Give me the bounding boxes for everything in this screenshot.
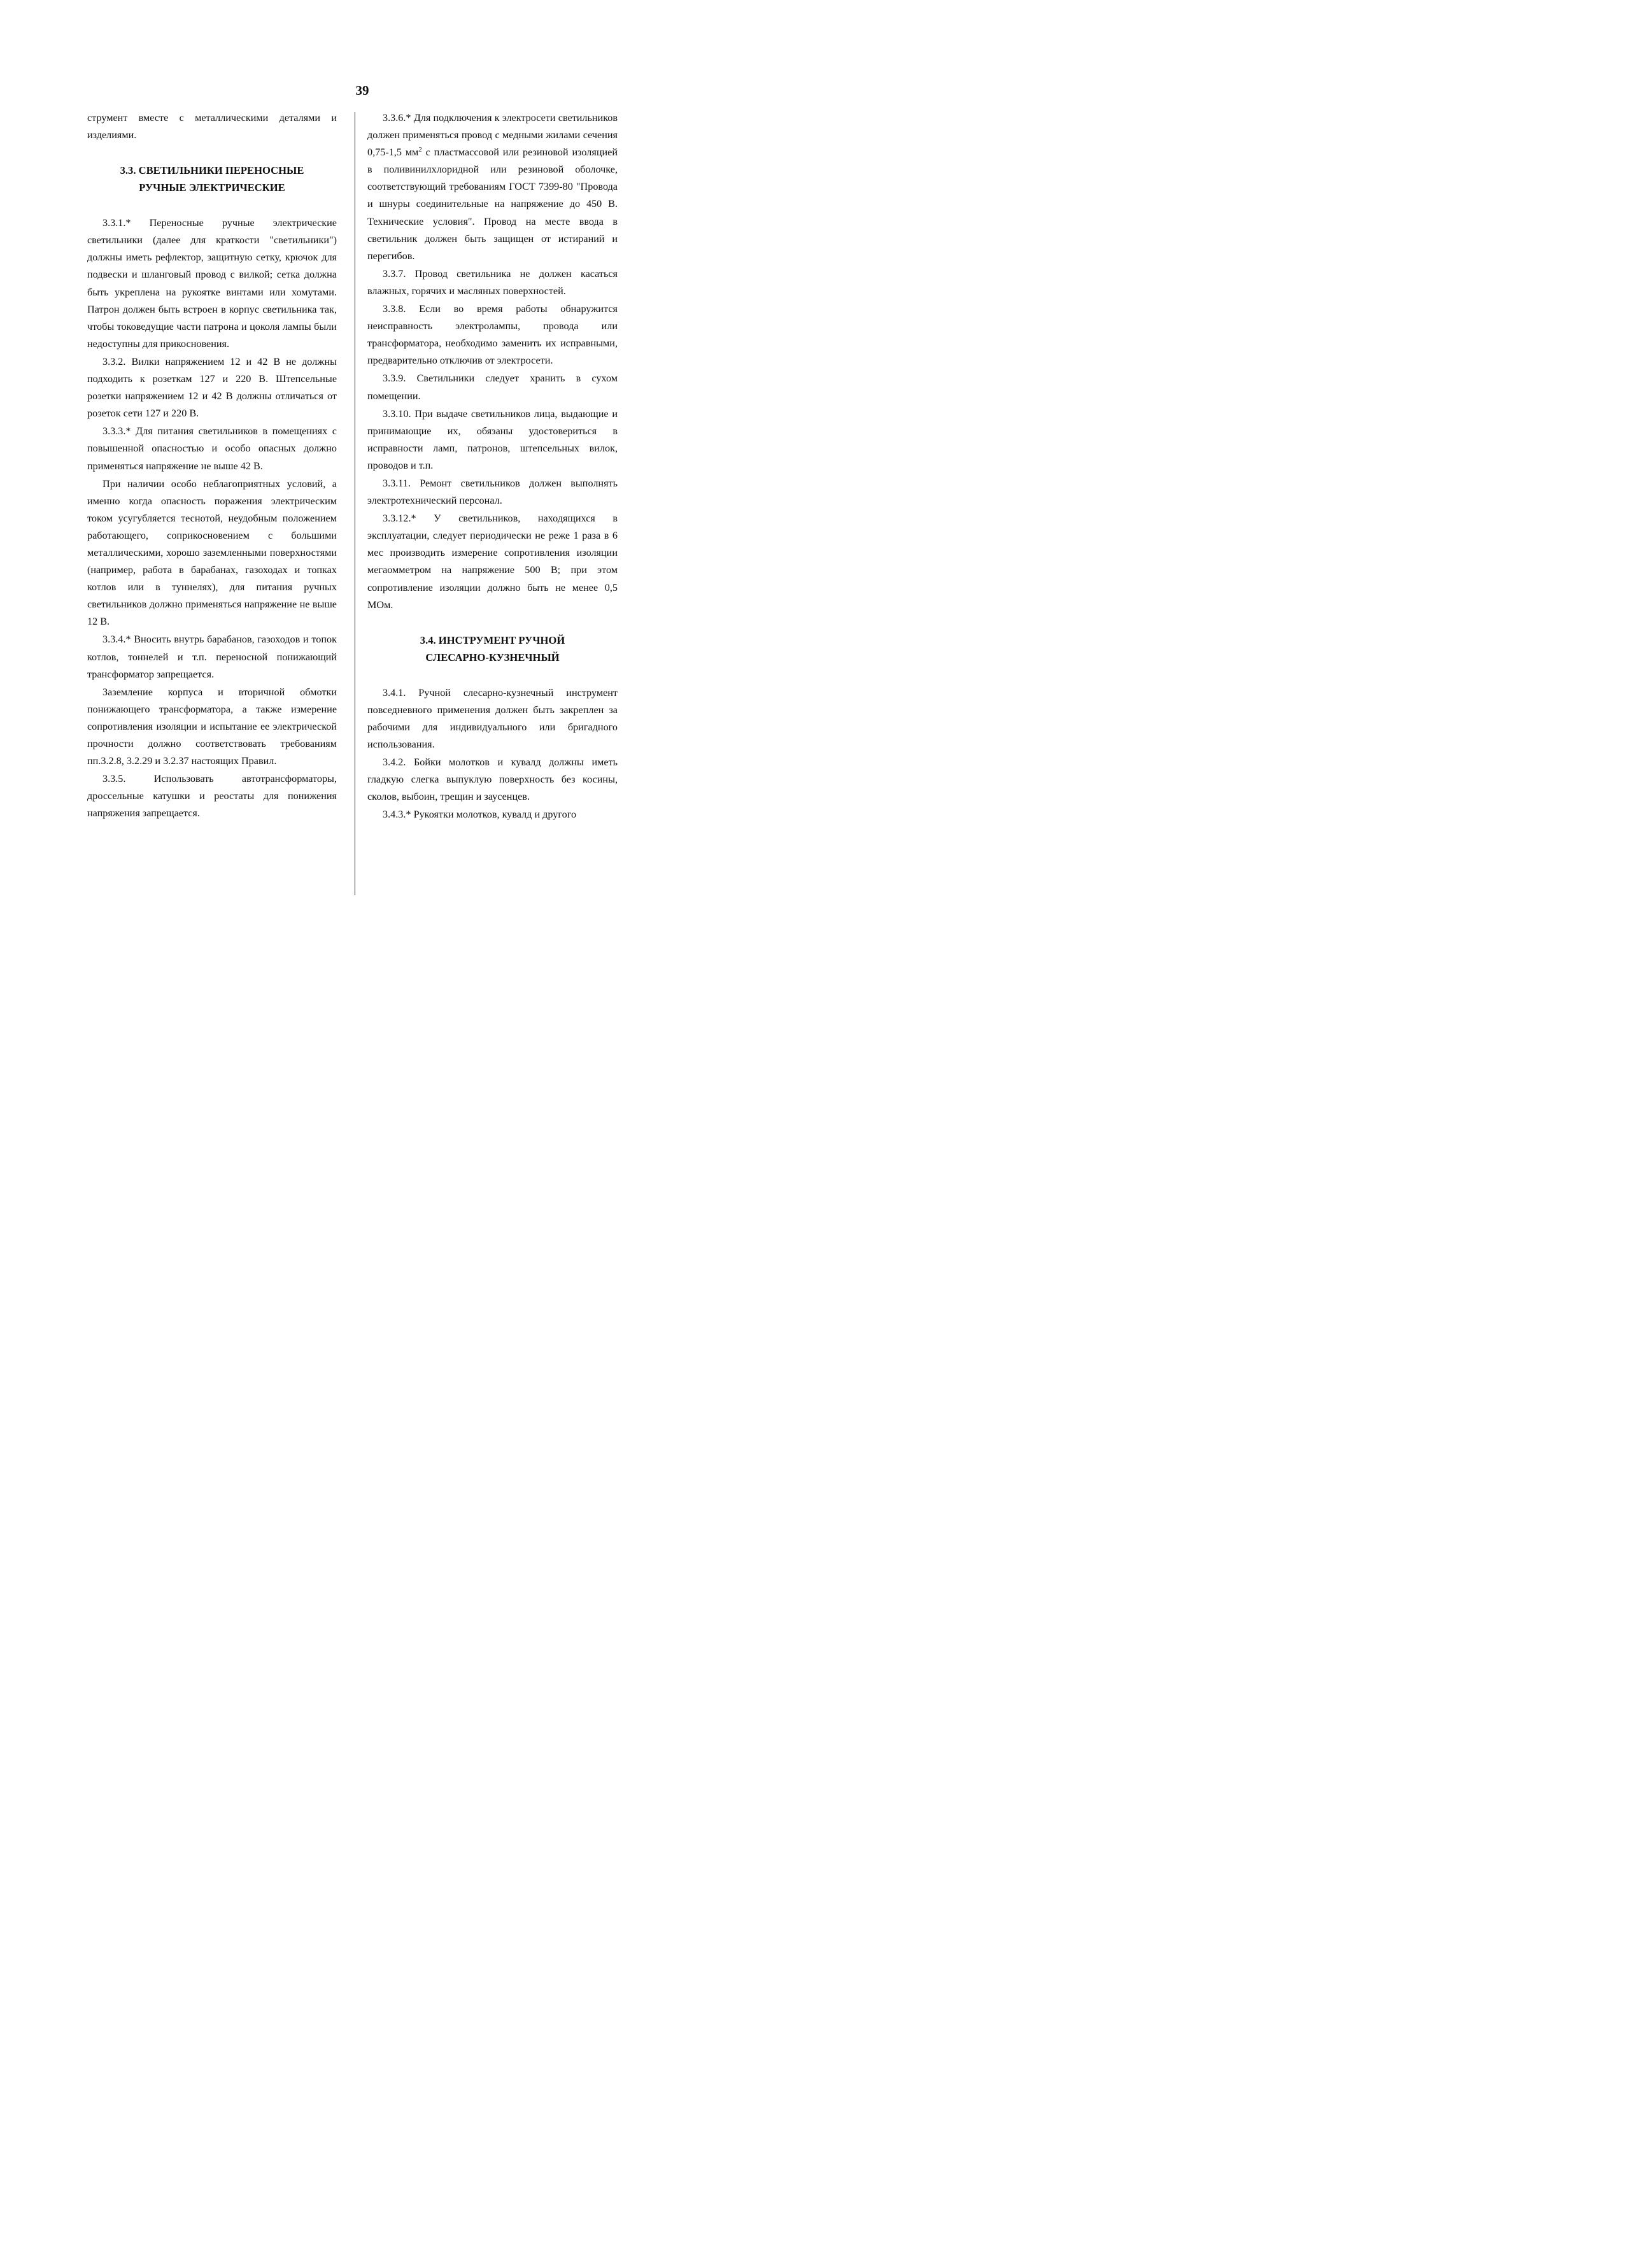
- paragraph-3-3-5: 3.3.5. Использовать автотрансформаторы, дроссельные катушки и реостаты для понижения напряжения запрещается.: [87, 773, 337, 819]
- section-heading-3-3-line1: 3.3. СВЕТИЛЬНИКИ ПЕРЕНОСНЫЕ: [120, 164, 304, 177]
- left-column: [87, 110, 337, 823]
- paragraph-3-3-3: 3.3.3.* Для питания светильников в помещениях с повышенной опасностью и особо опасных должно применяться напряжение не выше 42 В.: [87, 425, 337, 472]
- document-page: [0, 0, 725, 1010]
- superscript-2: 2: [418, 146, 422, 154]
- paragraph-3-3-4-grounding: Заземление корпуса и вторичной обмотки понижающего трансформатора, а также измерение сопротивления изоляции и испытание ее электрической прочности должно соответствовать требованиям пп.3.2.8, 3.2.29 и 3.2.37 настоящих Правил.: [87, 686, 337, 767]
- paragraph-3-3-6: [367, 110, 618, 265]
- paragraph-3-3-4: 3.3.4.* Вносить внутрь барабанов, газоходов и топок котлов, тоннелей и т.п. переносной понижающий трансформатор запрещается.: [87, 634, 337, 680]
- paragraph-3-3-11: 3.3.11. Ремонт светильников должен выполнять электротехнический персонал.: [367, 477, 618, 507]
- right-column: [367, 110, 618, 824]
- section-heading-3-4: [367, 632, 618, 666]
- paragraph-3-3-10: 3.3.10. При выдаче светильников лица, выдающие и принимающие их, обязаны удостовериться в исправности ламп, патронов, штепсельных вилок, проводов и т.п.: [367, 408, 618, 471]
- paragraph-3-3-9: 3.3.9. Светильники следует хранить в сухом помещении.: [367, 372, 618, 402]
- paragraph-3-3-12: 3.3.12.* У светильников, находящихся в эксплуатации, следует периодически не реже 1 раза в 6 мес производить измерение сопротивления изоляции мегаомметром на напряжение 500 В; при этом сопротивление изоляции должно быть не менее 0,5 МОм.: [367, 513, 618, 611]
- section-heading-3-4-line1: 3.4. ИНСТРУМЕНТ РУЧНОЙ: [420, 634, 565, 646]
- paragraph-3-3-6-start: 3.3.6.* Для подключения к электросети светильников должен применяться провод с медными жилами сечения 0,75-1,5 мм: [367, 112, 618, 159]
- section-heading-3-3-line2: РУЧНЫЕ ЭЛЕКТРИЧЕСКИЕ: [139, 181, 285, 194]
- paragraph-3-3-3-conditions: При наличии особо неблагоприятных условий, а именно когда опасность поражения электрическим током усугубляется теснотой, неудобным положением работающего, соприкосновением с большими металлическими, хорошо заземленными поверхностями (например, работа в барабанах, газоходах и топках котлов или в туннелях), для питания ручных светильников должно применяться напряжение не выше 12 В.: [87, 478, 337, 628]
- paragraph-intro-continuation: струмент вместе с металлическими деталями и изделиями.: [87, 112, 337, 141]
- section-heading-3-3: [87, 162, 337, 196]
- paragraph-3-3-6-end: с пластмассовой или резиновой изоляцией в поливинилхлоридной или резиновой оболочке, соответствующий требованиям ГОСТ 7399-80 "Провода и шнуры соединительные на напряжение до 450 В. Технические условия". Провод на месте ввода в светильник должен быть защищен от истираний и перегибов.: [367, 146, 618, 262]
- paragraph-3-4-3: 3.4.3.* Рукоятки молотков, кувалд и другого: [383, 809, 577, 821]
- paragraph-3-3-8: 3.3.8. Если во время работы обнаружится неисправность электролампы, провода или трансформатора, необходимо заменить их исправными, предварительно отключив от электросети.: [367, 303, 618, 367]
- paragraph-3-3-2: 3.3.2. Вилки напряжением 12 и 42 В не должны подходить к розеткам 127 и 220 В. Штепсельные розетки напряжением 12 и 42 В должны отличаться от розеток сети 127 и 220 В.: [87, 355, 337, 420]
- page-number: 39: [355, 83, 369, 98]
- paragraph-3-3-7: 3.3.7. Провод светильника не должен касаться влажных, горячих и масляных поверхностей.: [367, 267, 618, 297]
- paragraph-3-3-1: 3.3.1.* Переносные ручные электрические светильники (далее для краткости "светильники") должны иметь рефлектор, защитную сетку, крючок для подвески и шланговый провод с вилкой; сетка должна быть укреплена на рукоятке винтами или хомутами. Патрон должен быть встроен в корпус светильника так, чтобы токоведущие части патрона и цоколя лампы были недоступны для прикосновения.: [87, 217, 337, 350]
- paragraph-3-4-2: 3.4.2. Бойки молотков и кувалд должны иметь гладкую слегка выпуклую поверхность без косины, сколов, выбоин, трещин и заусенцев.: [367, 756, 618, 803]
- paragraph-3-4-1: 3.4.1. Ручной слесарно-кузнечный инструмент повседневного применения должен быть закреплен за рабочими для индивидуального или бригадного использования.: [367, 686, 618, 750]
- section-heading-3-4-line2: СЛЕСАРНО-КУЗНЕЧНЫЙ: [425, 651, 560, 663]
